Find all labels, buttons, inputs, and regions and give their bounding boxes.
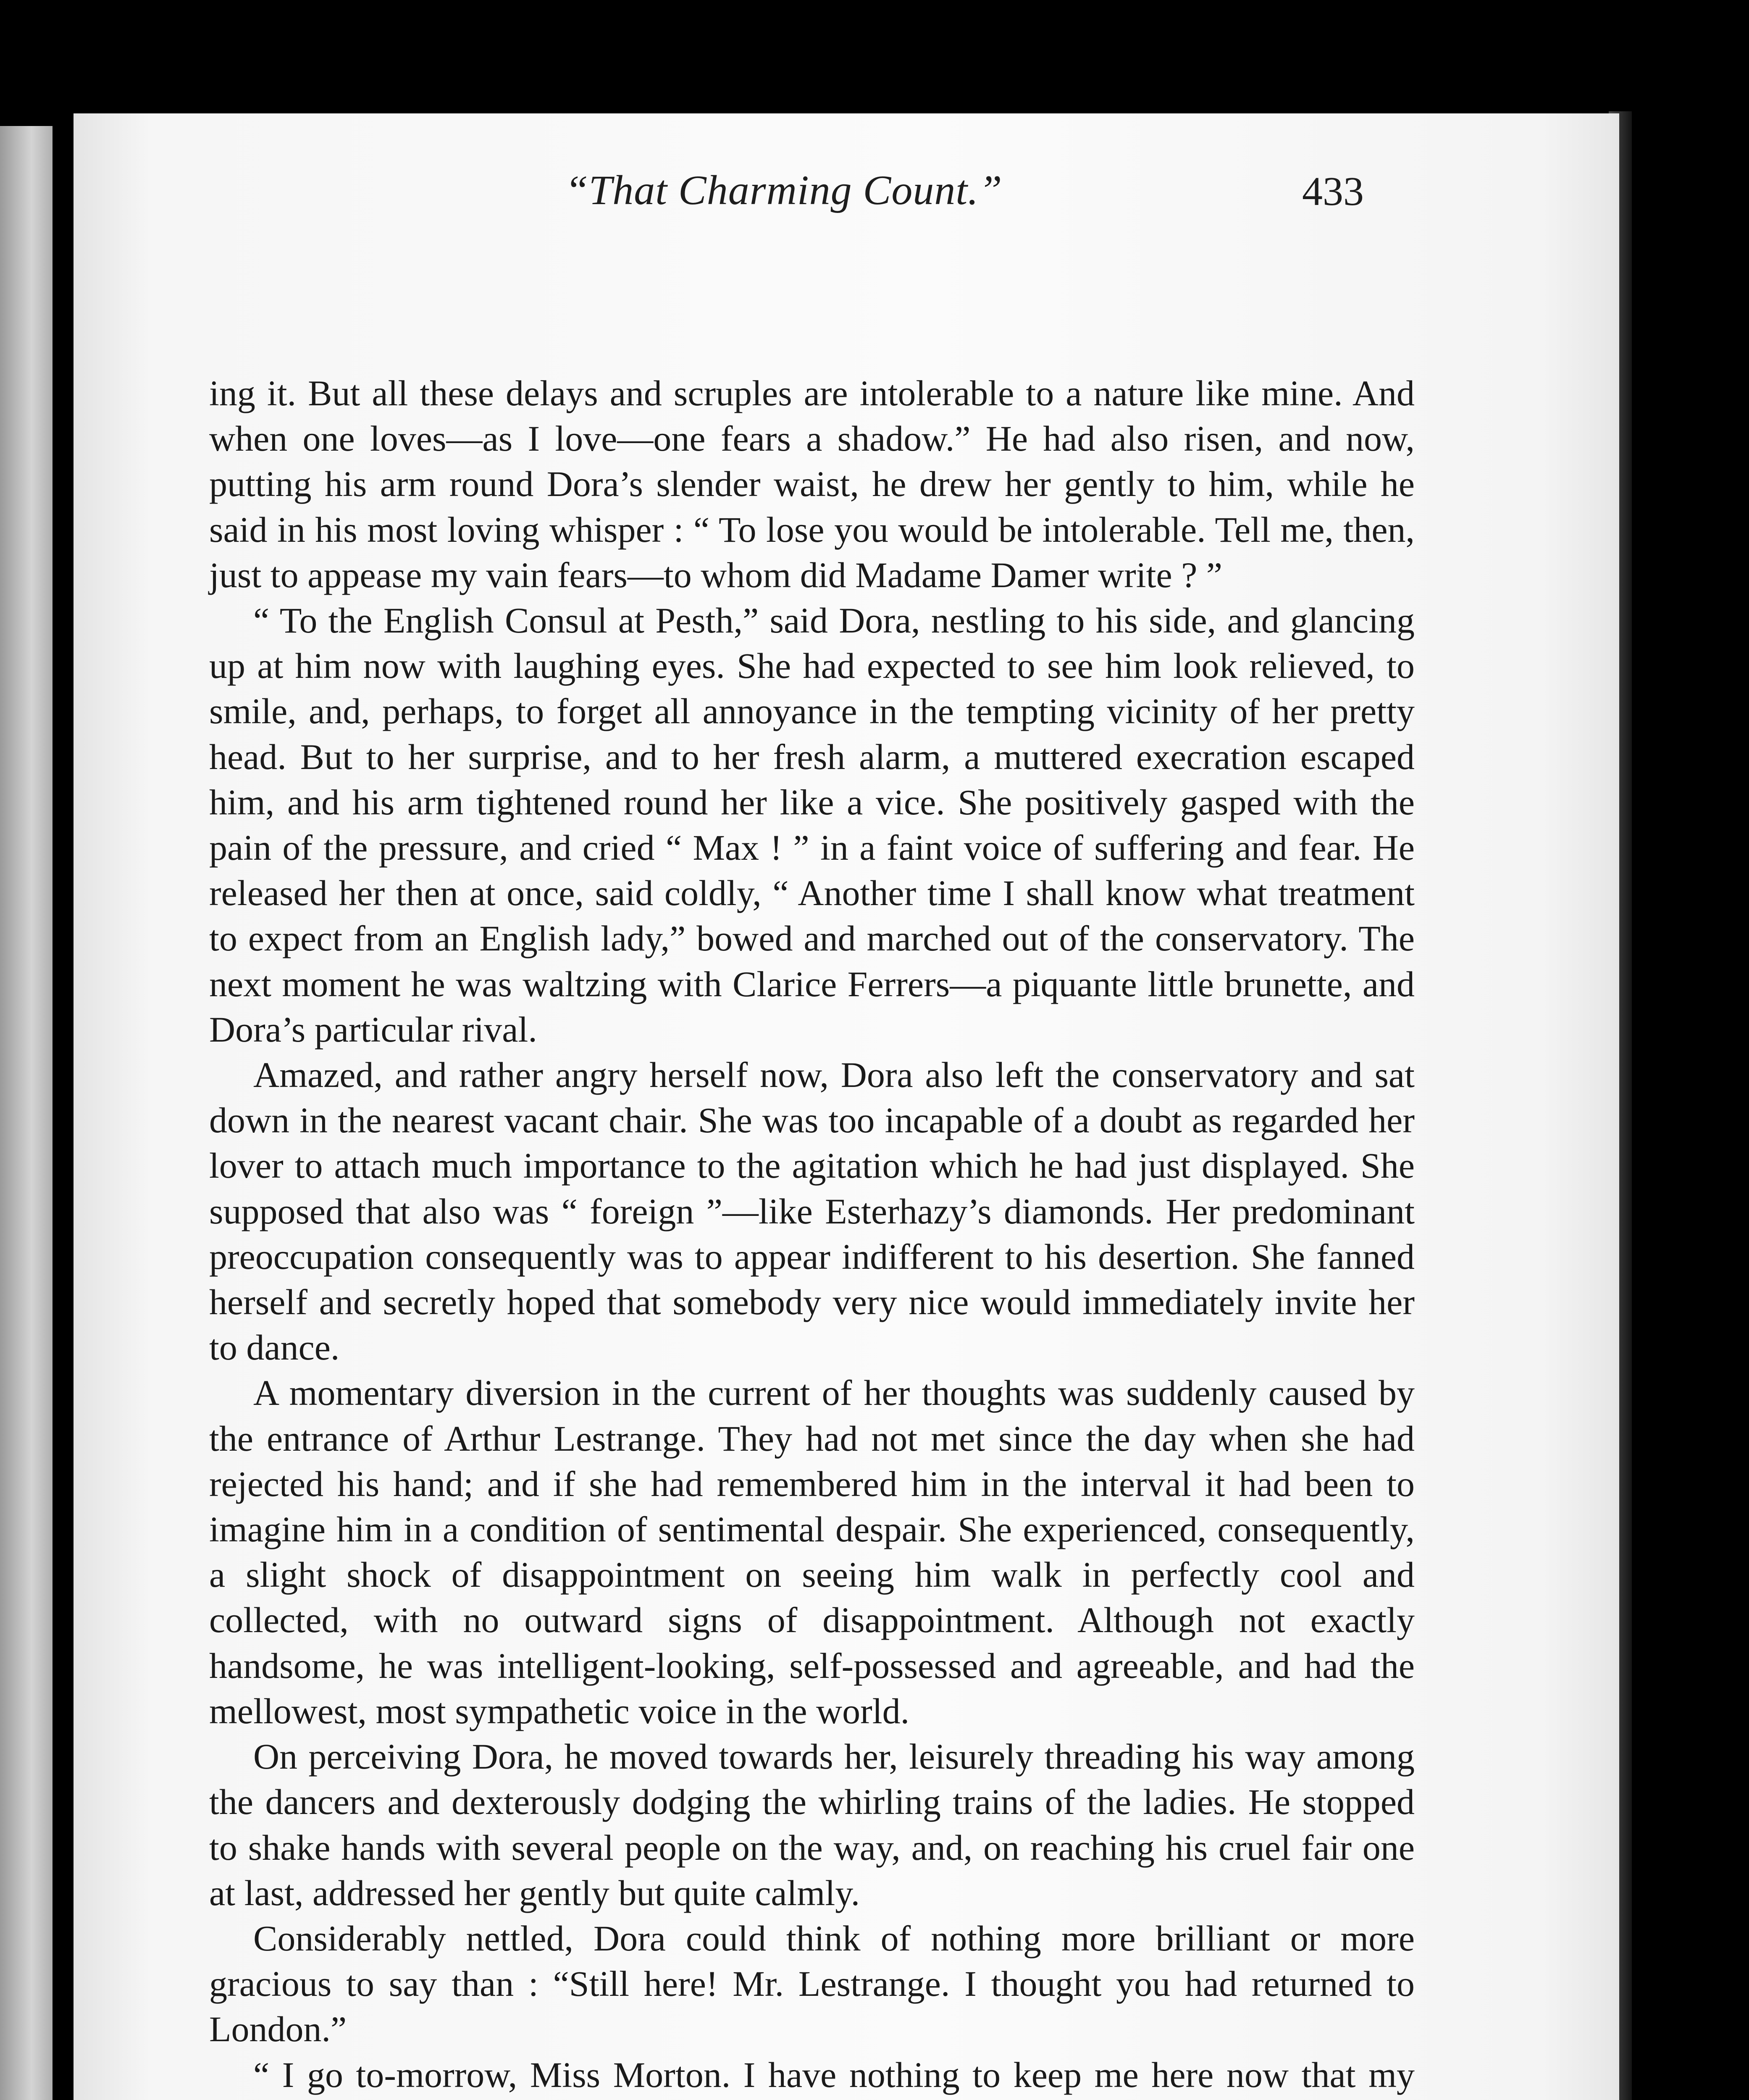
adjacent-page-edge (0, 126, 53, 2100)
page-number: 433 (1302, 169, 1364, 214)
paragraph-2: “ To the English Consul at Pesth,” said Dora, nestling to his side, and glancing up at him now with laughing eyes. She had expected to see him look relieved, to smile, and, perhaps, to forget all annoyance in the tempting vicinity of her pretty head. But to her surprise, and to her fresh alarm, a muttered execration escaped him, and his arm tightened round her like a vice. She positively gasped with the pain of the pressure, and cried “ Max ! ” in a faint voice of suffering and fear. He released her then at once, said coldly, “ Another time I shall know what treatment to expect from an English lady,” bowed and marched out of the conservatory. The next moment he was waltzing with Clarice Ferrers—a piquante little brunette, and Dora’s particular rival. (209, 600, 1415, 1050)
paragraph-7: “ I go to-morrow, Miss Morton. I have nothing to keep me here now that my (253, 2054, 1415, 2095)
paragraph-3: Amazed, and rather angry herself now, Dora also left the conservatory and sat down in the nearest vacant chair. She was too incapable of a doubt as regarded her lover to attach much importance to the agitation which he had just displayed. She supposed that also was “ foreign ”—like Esterhazy’s diamonds. Her predominant preoccupation consequently was to appear indifferent to his desertion. She fanned herself and secretly hoped that somebody very nice would immediately invite her to dance. (209, 1055, 1415, 1368)
paragraph-4: A momentary diversion in the current of her thoughts was suddenly caused by the entrance of Arthur Lestrange. They had not met since the day when she had rejected his hand; and if she had remembered him in the interval it had been to imagine him in a condition of sentimental despair. She experienced, consequently, a slight shock of disappointment on seeing him walk in perfectly cool and collected, with no outward signs of disappointment. Although not exactly handsome, he was intelligent-looking, self-possessed and agreeable, and had the mellowest, most sympathetic voice in the world. (209, 1373, 1415, 1731)
paragraph-5: On perceiving Dora, he moved towards her, leisurely threading his way among the dancers and dexterously dodging the whirling trains of the ladies. He stopped to shake hands with several people on the way, and, on reaching his cruel fair one at last, addressed her gently but quite calmly. (209, 1736, 1415, 1913)
running-title: “That Charming Count.” (565, 167, 1003, 213)
body-text (209, 370, 1415, 2100)
paragraph-6: Considerably nettled, Dora could think of nothing more brilliant or more gracious to say than : “Still here! Mr. Lestrange. I thought you had returned to London.” (209, 1918, 1415, 2050)
paragraph-1: ing it. But all these delays and scruples are intolerable to a nature like mine. And when one loves—as I love—one fears a shadow.” He had also risen, and now, putting his arm round Dora’s slender waist, he drew her gently to him, while he said in his most loving whisper : “ To lose you would be intolerable. Tell me, then, just to appease my vain fears—to whom did Madame Damer write ? ” (209, 373, 1415, 595)
